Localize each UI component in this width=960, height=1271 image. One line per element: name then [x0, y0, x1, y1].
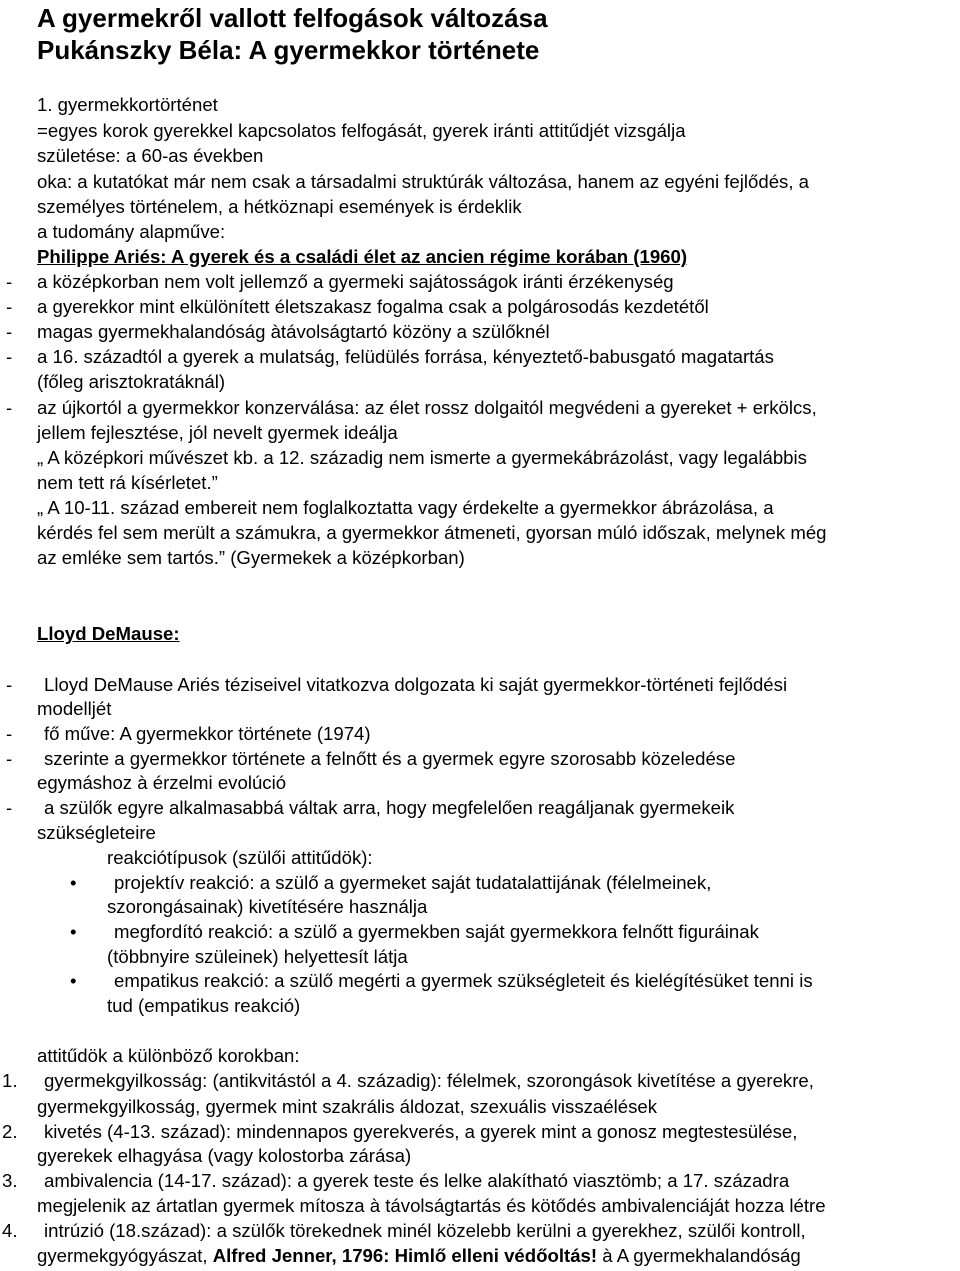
text-run: gyermekgyógyászat, — [37, 1245, 213, 1266]
list-item: a gyerekkor mint elkülönített életszakasz fogalma csak a polgárosodás kezdetétől — [37, 296, 709, 317]
bold-text-run: Alfred Jenner, 1796: Himlő elleni védőoltás! — [212, 1245, 598, 1266]
dash-marker: - — [6, 723, 13, 744]
list-item: gyermekgyilkosság: (antikvitástól a 4. századig): félelmek, szorongások kivetítése a gyerekre, — [44, 1070, 814, 1091]
text-line: születése: a 60-as években — [37, 145, 264, 166]
list-item-continuation: modelljét — [37, 698, 112, 719]
list-item: Lloyd DeMause Ariés téziseivel vitatkozva dolgozata ki saját gyermekkor-történeti fejlődési — [44, 674, 788, 695]
list-item-continuation: egymáshoz à érzelmi evolúció — [37, 772, 287, 793]
list-item: ambivalencia (14-17. század): a gyerek teste és lelke alakítható viasztömb; a 17. századra — [44, 1170, 790, 1191]
dash-marker: - — [6, 674, 13, 695]
quote-line: kérdés fel sem merült a számukra, a gyermekkor átmeneti, gyorsan múló időszak, melynek még — [37, 522, 827, 543]
list-item: szerinte a gyermekkor története a felnőtt és a gyermek egyre szorosabb közeledése — [44, 748, 736, 769]
list-item: intrúzió (18.század): a szülők törekednek minél közelebb kerülni a gyerekhez, szülői kontroll, — [44, 1220, 806, 1241]
list-item: empatikus reakció: a szülő megérti a gyermek szükségleteit és kielégítésüket tenni is — [114, 970, 813, 991]
list-item: a 16. századtól a gyerek a mulatság, felüdülés forrása, kényeztető-babusgató magatartás — [37, 346, 774, 367]
list-item-continuation: (főleg arisztokratáknál) — [37, 371, 226, 392]
list-item: a középkorban nem volt jellemző a gyermeki sajátosságok iránti érzékenység — [37, 271, 674, 292]
list-item-continuation: szorongásainak) kivetítésére használja — [107, 896, 428, 917]
list-item: magas gyermekhalandóság àtávolságtartó közöny a szülőknél — [37, 321, 550, 342]
dash-marker: - — [6, 271, 13, 292]
number-marker: 3. — [2, 1170, 18, 1191]
quote-line: „ A 10-11. század embereit nem foglalkoztatta vagy érdekelte a gyermekkor ábrázolása, a — [37, 497, 774, 518]
dash-marker: - — [6, 346, 13, 367]
text-line: személyes történelem, a hétköznapi események is érdeklik — [37, 196, 522, 217]
list-item-continuation: gyermekgyilkosság, gyermek mint szakrális áldozat, szexuális visszaélések — [37, 1096, 658, 1117]
list-item-continuation — [37, 1244, 801, 1268]
dash-marker: - — [6, 296, 13, 317]
dash-marker: - — [6, 797, 13, 818]
list-item: fő műve: A gyermekkor története (1974) — [44, 723, 371, 744]
list-item-continuation: szükségleteire — [37, 822, 156, 843]
list-item-continuation: jellem fejlesztése, jól nevelt gyermek ideálja — [37, 422, 398, 443]
list-item: a szülők egyre alkalmasabbá váltak arra, hogy megfelelően reagáljanak gyermekeik — [44, 797, 735, 818]
subheading: attitűdök a különböző korokban: — [37, 1045, 300, 1066]
book-reference: Philippe Ariés: A gyerek és a családi élet az ancien régime korában (1960) — [37, 246, 688, 267]
bullet-marker: • — [70, 872, 77, 893]
dash-marker: - — [6, 321, 13, 342]
list-item: kivetés (4-13. század): mindennapos gyerekverés, a gyerek mint a gonosz megtestesülése, — [44, 1121, 798, 1142]
quote-line: nem tett rá kísérletet.” — [37, 472, 218, 493]
quote-line: az emléke sem tartós.” (Gyermekek a középkorban) — [37, 547, 465, 568]
list-item-continuation: (többnyire szüleinek) helyettesít látja — [107, 946, 408, 967]
document-title: A gyermekről vallott felfogások változása — [37, 3, 548, 33]
list-item-continuation: megjelenik az ártatlan gyermek mítosza à távolságtartás és kötődés ambivalenciáját hozza létre — [37, 1195, 826, 1216]
number-marker: 1. — [2, 1070, 18, 1091]
subheading: reakciótípusok (szülői attitűdök): — [107, 847, 373, 868]
section-heading: 1. gyermekkortörténet — [37, 94, 218, 115]
list-item: megfordító reakció: a szülő a gyermekben saját gyermekkora felnőtt figuráinak — [114, 921, 759, 942]
section-heading: Lloyd DeMause: — [37, 623, 180, 644]
text-line: a tudomány alapműve: — [37, 221, 226, 242]
text-run: à A gyermekhalandóság — [597, 1245, 801, 1266]
list-item-continuation: gyerekek elhagyása (vagy kolostorba zárása) — [37, 1145, 412, 1166]
list-item: projektív reakció: a szülő a gyermeket saját tudatalattijának (félelmeinek, — [114, 872, 712, 893]
dash-marker: - — [6, 397, 13, 418]
list-item-continuation: tud (empatikus reakció) — [107, 995, 301, 1016]
definition-line: =egyes korok gyerekkel kapcsolatos felfogását, gyerek iránti attitűdjét vizsgálja — [37, 120, 686, 141]
list-item: az újkortól a gyermekkor konzerválása: az élet rossz dolgaitól megvédeni a gyereket + erkölcs, — [37, 397, 817, 418]
bullet-marker: • — [70, 970, 77, 991]
text-line: oka: a kutatókat már nem csak a társadalmi struktúrák változása, hanem az egyéni fejlődés, a — [37, 171, 810, 192]
quote-line: „ A középkori művészet kb. a 12. századig nem ismerte a gyermekábrázolást, vagy legalábbis — [37, 447, 807, 468]
number-marker: 2. — [2, 1121, 18, 1142]
bullet-marker: • — [70, 921, 77, 942]
number-marker: 4. — [2, 1220, 18, 1241]
document-subtitle: Pukánszky Béla: A gyermekkor története — [37, 35, 540, 65]
dash-marker: - — [6, 748, 13, 769]
